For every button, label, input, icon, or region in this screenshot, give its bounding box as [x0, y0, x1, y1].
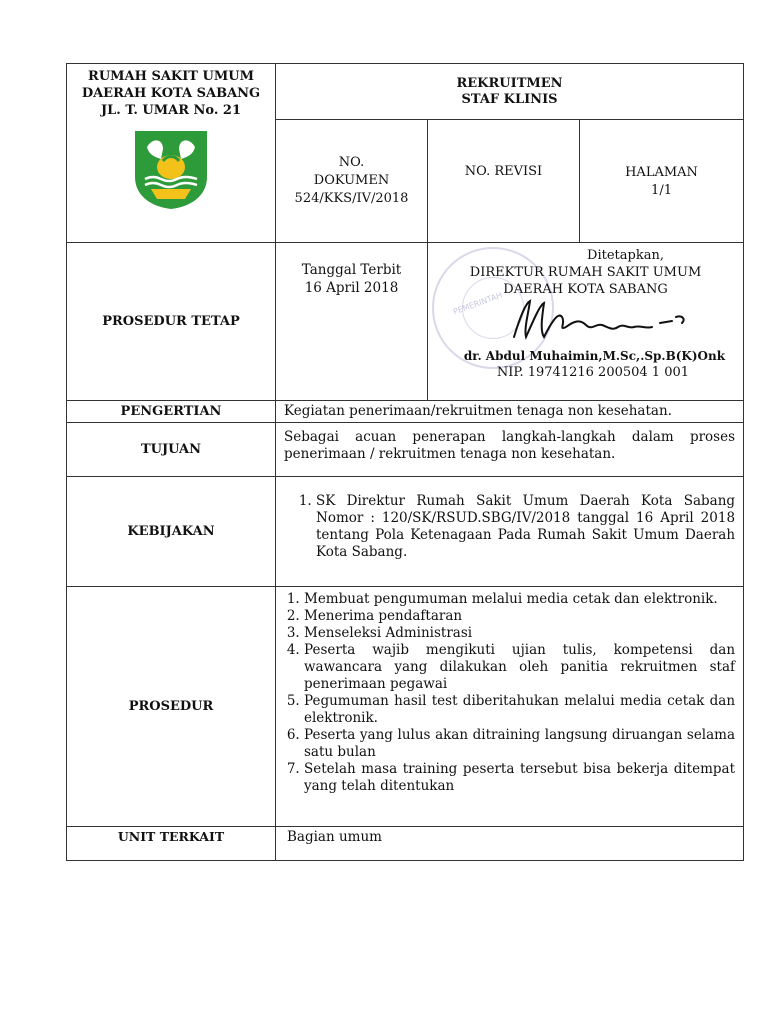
document-title: REKRUITMEN STAF KLINIS	[456, 76, 563, 107]
prosedur-label: PROSEDUR	[67, 587, 276, 827]
tujuan-label: TUJUAN	[67, 423, 276, 477]
hospital-name: RUMAH SAKIT UMUM DAERAH KOTA SABANG JL. T. UMAR No. 21	[81, 69, 261, 118]
issue-cell	[276, 243, 428, 401]
revision-label: NO. REVISI	[464, 164, 543, 179]
city-logo-icon	[133, 129, 209, 211]
issue-date: 16 April 2018	[304, 280, 399, 296]
unit-cell	[276, 827, 744, 861]
doc-number-cell: NO. DOKUMEN 524/KKS/IV/2018	[276, 120, 428, 243]
page-label: HALAMAN	[625, 165, 698, 180]
list-item: 1. Membuat pengumuman melalui media cetak dan elektronik.	[304, 591, 735, 608]
list-item: 6. Peserta yang lulus akan ditraining langsung diruangan selama satu bulan	[304, 727, 735, 761]
sop-document	[66, 63, 743, 861]
kebijakan-list	[290, 493, 735, 561]
set-label: Ditetapkan,	[587, 248, 664, 263]
unit-text: Bagian umum	[287, 829, 382, 845]
signer-nip: NIP. 19741216 200504 1 001	[496, 365, 690, 380]
official-stamp-icon: PEMERINTAH	[432, 247, 554, 369]
tujuan-text: Sebagai acuan penerapan langkah-langkah dalam proses penerimaan / rekruitmen tenaga non kesehatan.	[284, 429, 736, 462]
page-cell	[580, 120, 744, 243]
pengertian-cell	[276, 401, 744, 423]
kebijakan-label: KEBIJAKAN	[67, 477, 276, 587]
signature-cell	[428, 243, 744, 401]
signature-icon	[500, 297, 700, 343]
prosedur-cell	[276, 587, 744, 827]
issue-label: Tanggal Terbit	[301, 262, 402, 278]
list-item: 3. Menseleksi Administrasi	[304, 625, 735, 642]
pengertian-text: Kegiatan penerimaan/rekruitmen tenaga non kesehatan.	[284, 403, 672, 419]
title-cell	[276, 64, 744, 120]
list-item: 7. Setelah masa training peserta tersebut bisa bekerja ditempat yang telah ditentukan	[304, 761, 735, 795]
prosedur-list	[280, 591, 735, 795]
signer-name: dr. Abdul Muhaimin,M.Sc,.Sp.B(K)Onk	[463, 349, 726, 363]
director-line-1: DIREKTUR RUMAH SAKIT UMUM	[469, 265, 702, 280]
list-item: 2. Menerima pendaftaran	[304, 608, 735, 625]
list-item: 4. Peserta wajib mengikuti ujian tulis, kompetensi dan wawancara yang dilakukan oleh panitia rekruitmen staf penerimaan pegawai	[304, 642, 735, 693]
kebijakan-cell	[276, 477, 744, 587]
sop-table	[66, 63, 744, 861]
procedure-label: PROSEDUR TETAP	[67, 243, 276, 401]
tujuan-cell	[276, 423, 744, 477]
unit-label: UNIT TERKAIT	[67, 827, 276, 861]
list-item: 1. SK Direktur Rumah Sakit Umum Daerah Kota Sabang Nomor : 120/SK/RSUD.SBG/IV/2018 tanggal 16 April 2018 tentang Pola Ketenagaan Pada Rumah Sakit Umum Daerah Kota Sabang.	[316, 493, 735, 561]
revision-cell	[428, 120, 580, 243]
hospital-cell	[67, 64, 276, 243]
list-item: 5. Pegumuman hasil test diberitahukan melalui media cetak dan elektronik.	[304, 693, 735, 727]
doc-number-value: 524/KKS/IV/2018	[294, 191, 409, 206]
page-value: 1/1	[651, 183, 672, 198]
pengertian-label: PENGERTIAN	[67, 401, 276, 423]
director-line-2: DAERAH KOTA SABANG	[503, 282, 668, 297]
